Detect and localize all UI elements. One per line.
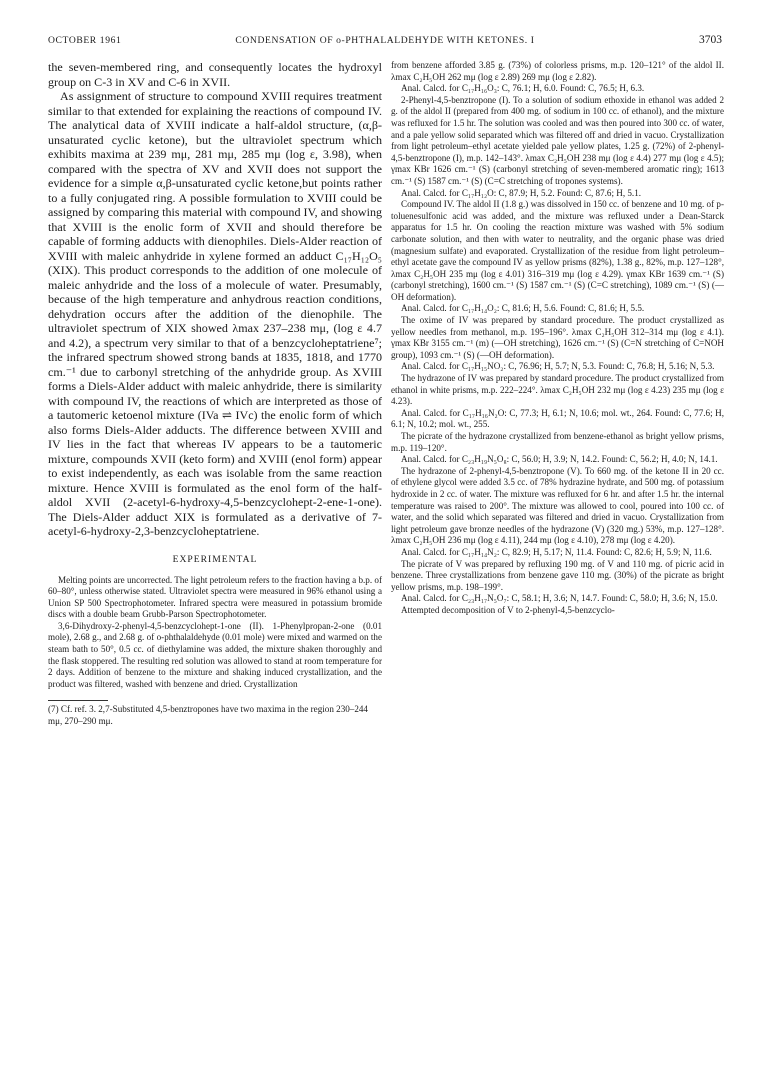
body-text: [48, 60, 382, 539]
right-paragraph: The hydrazone of IV was prepared by standard procedure. The product crystallized from ethanol in white prisms, m.p. 222–224°. λmax C₂H₅OH 232 mμ (log ε 4.23) 235 mμ (log ε 4.23).: [391, 373, 724, 407]
footnote-divider: [48, 700, 108, 701]
right-paragraph: Anal. Calcd. for C₁₇H₁₆O₃: C, 76.1; H, 6.0. Found: C, 76.5; H, 6.3.: [401, 83, 645, 94]
right-paragraph: The picrate of the hydrazone crystallized from benzene-ethanol as bright yellow prisms, m.p. 119–120°.: [391, 431, 724, 453]
right-paragraph: Anal. Calcd. for C₂₃H₁₉N₅O₈: C, 56.0; H, 3.9; N, 14.2. Found: C, 56.2; H, 4.0; N, 14.1.: [401, 454, 718, 465]
right-paragraph: from benzene afforded 3.85 g. (73%) of colorless prisms, m.p. 120–121° of the aldol II. λmax C₂H₅OH 262 mμ (log ε 2.89) 269 mμ (log ε 2.82).: [391, 60, 724, 82]
right-paragraph: Compound IV. The aldol II (1.8 g.) was dissolved in 150 cc. of benzene and 10 mg. of p-toluenesulfonic acid was added, and the mixture was refluxed under a Dean-Starck apparatus for 1.5 hr. On cooling the reaction mixture was washed with 5% sodium carbonate solution, and then with water to neutrality, and the organic phase was dried (magnesium sulfate) and evaporated. Crystallization of the residue from light petroleum–ethyl acetate gave the compound IV as yellow prisms (82%), 1.38 g., 82%, m.p. 127–128°, λmax C₂H₅OH 235 mμ (log ε 4.01) 316–319 mμ (log ε 4.29). γmax KBr 1639 cm.⁻¹ (S) (carbonyl stretching), 1600 cm.⁻¹ (S) 1587 cm.⁻¹ (S) (C=C stretching), 1089 cm.⁻¹ (S) (—OH deformation).: [391, 199, 724, 302]
right-paragraph: Anal. Calcd. for C₁₇H₁₆N₂O: C, 77.3; H, 6.1; N, 10.6; mol. wt., 264. Found: C, 77.6; H, 6.1; N, 10.2; mol. wt., 255.: [391, 407, 724, 430]
header-title: CONDENSATION OF o-PHTHALALDEHYDE WITH KETONES. I: [235, 35, 535, 46]
experimental-paragraph: 3,6-Dihydroxy-2-phenyl-4,5-benzcyclohept-1-one (II). 1-Phenylpropan-2-one (0.01 mole), 2.68 g., and 2.68 g. of o-phthalaldehyde (0.01 mole) were mixed and warmed on the steam bath to 50°, 0.5 cc. of diethylamine was added, the mixture shaken thoroughly and the flask stoppered. The resulting red solution was allowed to stand at room temperature for 2 days. Addition of benzene to the mixture and shaking induced crystallization, and the product was filtered, washed with benzene and dried. Crystallization: [48, 620, 382, 689]
right-paragraph: Anal. Calcd. for C₁₇H₁₂O: C, 87.9; H, 5.2. Found: C, 87.6; H, 5.1.: [401, 187, 642, 198]
right-column: [391, 60, 724, 617]
experimental-paragraph: Melting points are uncorrected. The light petroleum refers to the fraction having a b.p. of 60–80°, unless otherwise stated. Ultraviolet spectra were measured in 96% ethanol using a Union SP 500 Spectrophotometer. Infrared spectra were measured in potassium bromide discs with a double beam Grubb-Parson Spectrophotometer.: [48, 574, 382, 620]
right-paragraph: Anal. Calcd. for C₂₃H₁₇N₅O₇: C, 58.1; H, 3.6; N, 14.7. Found: C, 58.0; H, 3.6; N, 15.0.: [401, 593, 718, 604]
right-paragraph: Anal. Calcd. for C₁₇H₁₄N₂: C, 82.9; H, 5.17; N, 11.4. Found: C, 82.6; H, 5.9; N, 11.6.: [401, 546, 712, 557]
right-paragraph: Attempted decomposition of V to 2-phenyl-4,5-benzcyclo-: [401, 604, 615, 615]
page-number: 3703: [699, 34, 722, 46]
left-column: [48, 60, 382, 728]
right-paragraph: 2-Phenyl-4,5-benztropone (I). To a solution of sodium ethoxide in ethanol was added 2 g. of the aldol II (prepared from 400 mg. of sodium in 100 cc. of ethanol), and the mixture was refluxed for 1.5 hr. The solution was cooled and was then poured into 300 cc. of water, and a pale yellow solid separated which was filtered off and dried in vacuo. Crystallization from light petroleum–ethyl acetate yielded pale yellow plates, 1.25 g. (72%) of 2-phenyl-4,5-benztropone (I), m.p. 142–143°. λmax C₂H₅OH 238 mμ (log ε 4.4) 277 mμ (log ε 4.5); γmax KBr 1626 cm.⁻¹ (S) (carbonyl stretching of seven-membered aromatic ring); 1613 cm.⁻¹ (S) 1587 cm.⁻¹ (S) (C=C stretching of tropones systems).: [391, 94, 724, 186]
experimental-text: [48, 575, 382, 691]
right-paragraph: Anal. Calcd. for C₁₇H₁₅NO₂: C, 76.96; H, 5.7; N, 5.3. Found: C, 76.8; H, 5.16; N, 5.3.: [401, 361, 715, 372]
right-paragraph: The oxime of IV was prepared by standard procedure. The product crystallized as yellow needles from methanol, m.p. 195–196°. λmax C₂H₅OH 312–314 mμ (log ε 4.1). γmax KBr 3155 cm.⁻¹ (m) (—OH stretching), 1626 cm.⁻¹ (S) (C=N stretching of C=NOH group), 1093 cm.⁻¹ (S) (—OH deformation).: [391, 315, 724, 360]
right-paragraph: The hydrazone of 2-phenyl-4,5-benztropone (V). To 660 mg. of the ketone II in 20 cc. of ethylene glycol were added 3.5 cc. of 78% hydrazine hydrate, and 500 mg. of potassium hydroxide in 2 cc. of water. The mixture was refluxed for 6 hr. and after 1.5 hr. the internal temperature was raised to 200°. The mixture was allowed to cool, poured into 100 cc. of water, and the solid which separated was filtered and dried in vacuo. Crystallization from light petroleum gave bronze needles of the hydrazone (V) (320 mg.) 53%, m.p. 127–128°. λmax C₂H₅OH 236 mμ (log ε 4.11), 244 mμ (log ε 4.10), 278 mμ (log ε 4.20).: [391, 465, 724, 546]
header-date: OCTOBER 1961: [48, 35, 122, 46]
running-header: [48, 34, 722, 48]
right-paragraph: Anal. Calcd. for C₁₇H₁₄O₂: C, 81.6; H, 5.6. Found: C, 81.6; H, 5.5.: [401, 303, 645, 314]
body-paragraph: As assignment of structure to compound XVIII requires treatment similar to that extended for explaining the reactions of compound IV. The analytical data of XVIII indicate a half-aldol structure, (α,β-unsaturated cyclic ketone), but the ultraviolet spectrum which exhibits maxima at 239 mμ, 281 mμ, 285 mμ (log ε, 3.98), when compared with the spectra of XV and XVII does not support the evidence for a simple α,β-unsaturated cyclic ketone,but points rather to a fully conjugated ring. A possible formulation to XVIII could be assigned by comparing this material with compound IV, and showing that XVIII is the enolic form of XVII and should therefore be capable of forming adducts with dienophiles. Diels-Alder reaction of XVIII with maleic anhydride in xylene formed an adduct C₁₇H₁₂O₅ (XIX). This product corresponds to the addition of one molecule of maleic anhydride and the loss of a molecule of water. Presumably, because of the high temperature and anhydrous reaction conditions, dehydration occurs after the addition of the dienophile. The ultraviolet spectrum of XIX showed λmax 237–238 mμ, (log ε 4.7 and 4.2), a spectrum very similar to that of a benzcycloheptatriene⁷; the infrared spectrum showed strong bands at 1835, 1818, and 1770 cm.⁻¹ due to carbonyl stretching of the anhydride group. As XVIII forms a Diels-Alder adduct with maleic anhydride, there is similarity with compound IV, the reactions of which are interpreted as those of a tautomeric ketoenol mixture (IVa ⇌ IVc) the enolic form of which also forms Diels-Alder adducts. The difference between XVIII and IV lies in the fact that whereas IV appears to be a tautomeric mixture, compounds XVII (keto form) and XVIII (enol form) appear to exist independently, as each was isolable from the same reaction mixture. Hence XVIII is formulated as the enol form of the half-aldol XVII (2-acetyl-6-hydroxy-4,5-benzcyclohept-2-ene-1-one). The Diels-Alder adduct XIX is formulated as a derivative of 7-acetyl-6-hydroxy-2,3-benzcycloheptatriene.: [48, 89, 382, 538]
footnote: (7) Cf. ref. 3. 2,7-Substituted 4,5-benztropones have two maxima in the region 230–244 mμ, 270–290 mμ.: [48, 704, 368, 727]
body-paragraph: the seven-membered ring, and consequently locates the hydroxyl group on C-3 in XV and C-6 in XVII.: [48, 60, 382, 89]
right-paragraph: The picrate of V was prepared by refluxing 190 mg. of V and 110 mg. of picric acid in benzene. Three crystallizations from benzene gave 110 mg. (30%) of the picrate as bright yellow prisms, m.p. 198–199°.: [391, 558, 724, 592]
experimental-heading: EXPERIMENTAL: [172, 553, 258, 565]
